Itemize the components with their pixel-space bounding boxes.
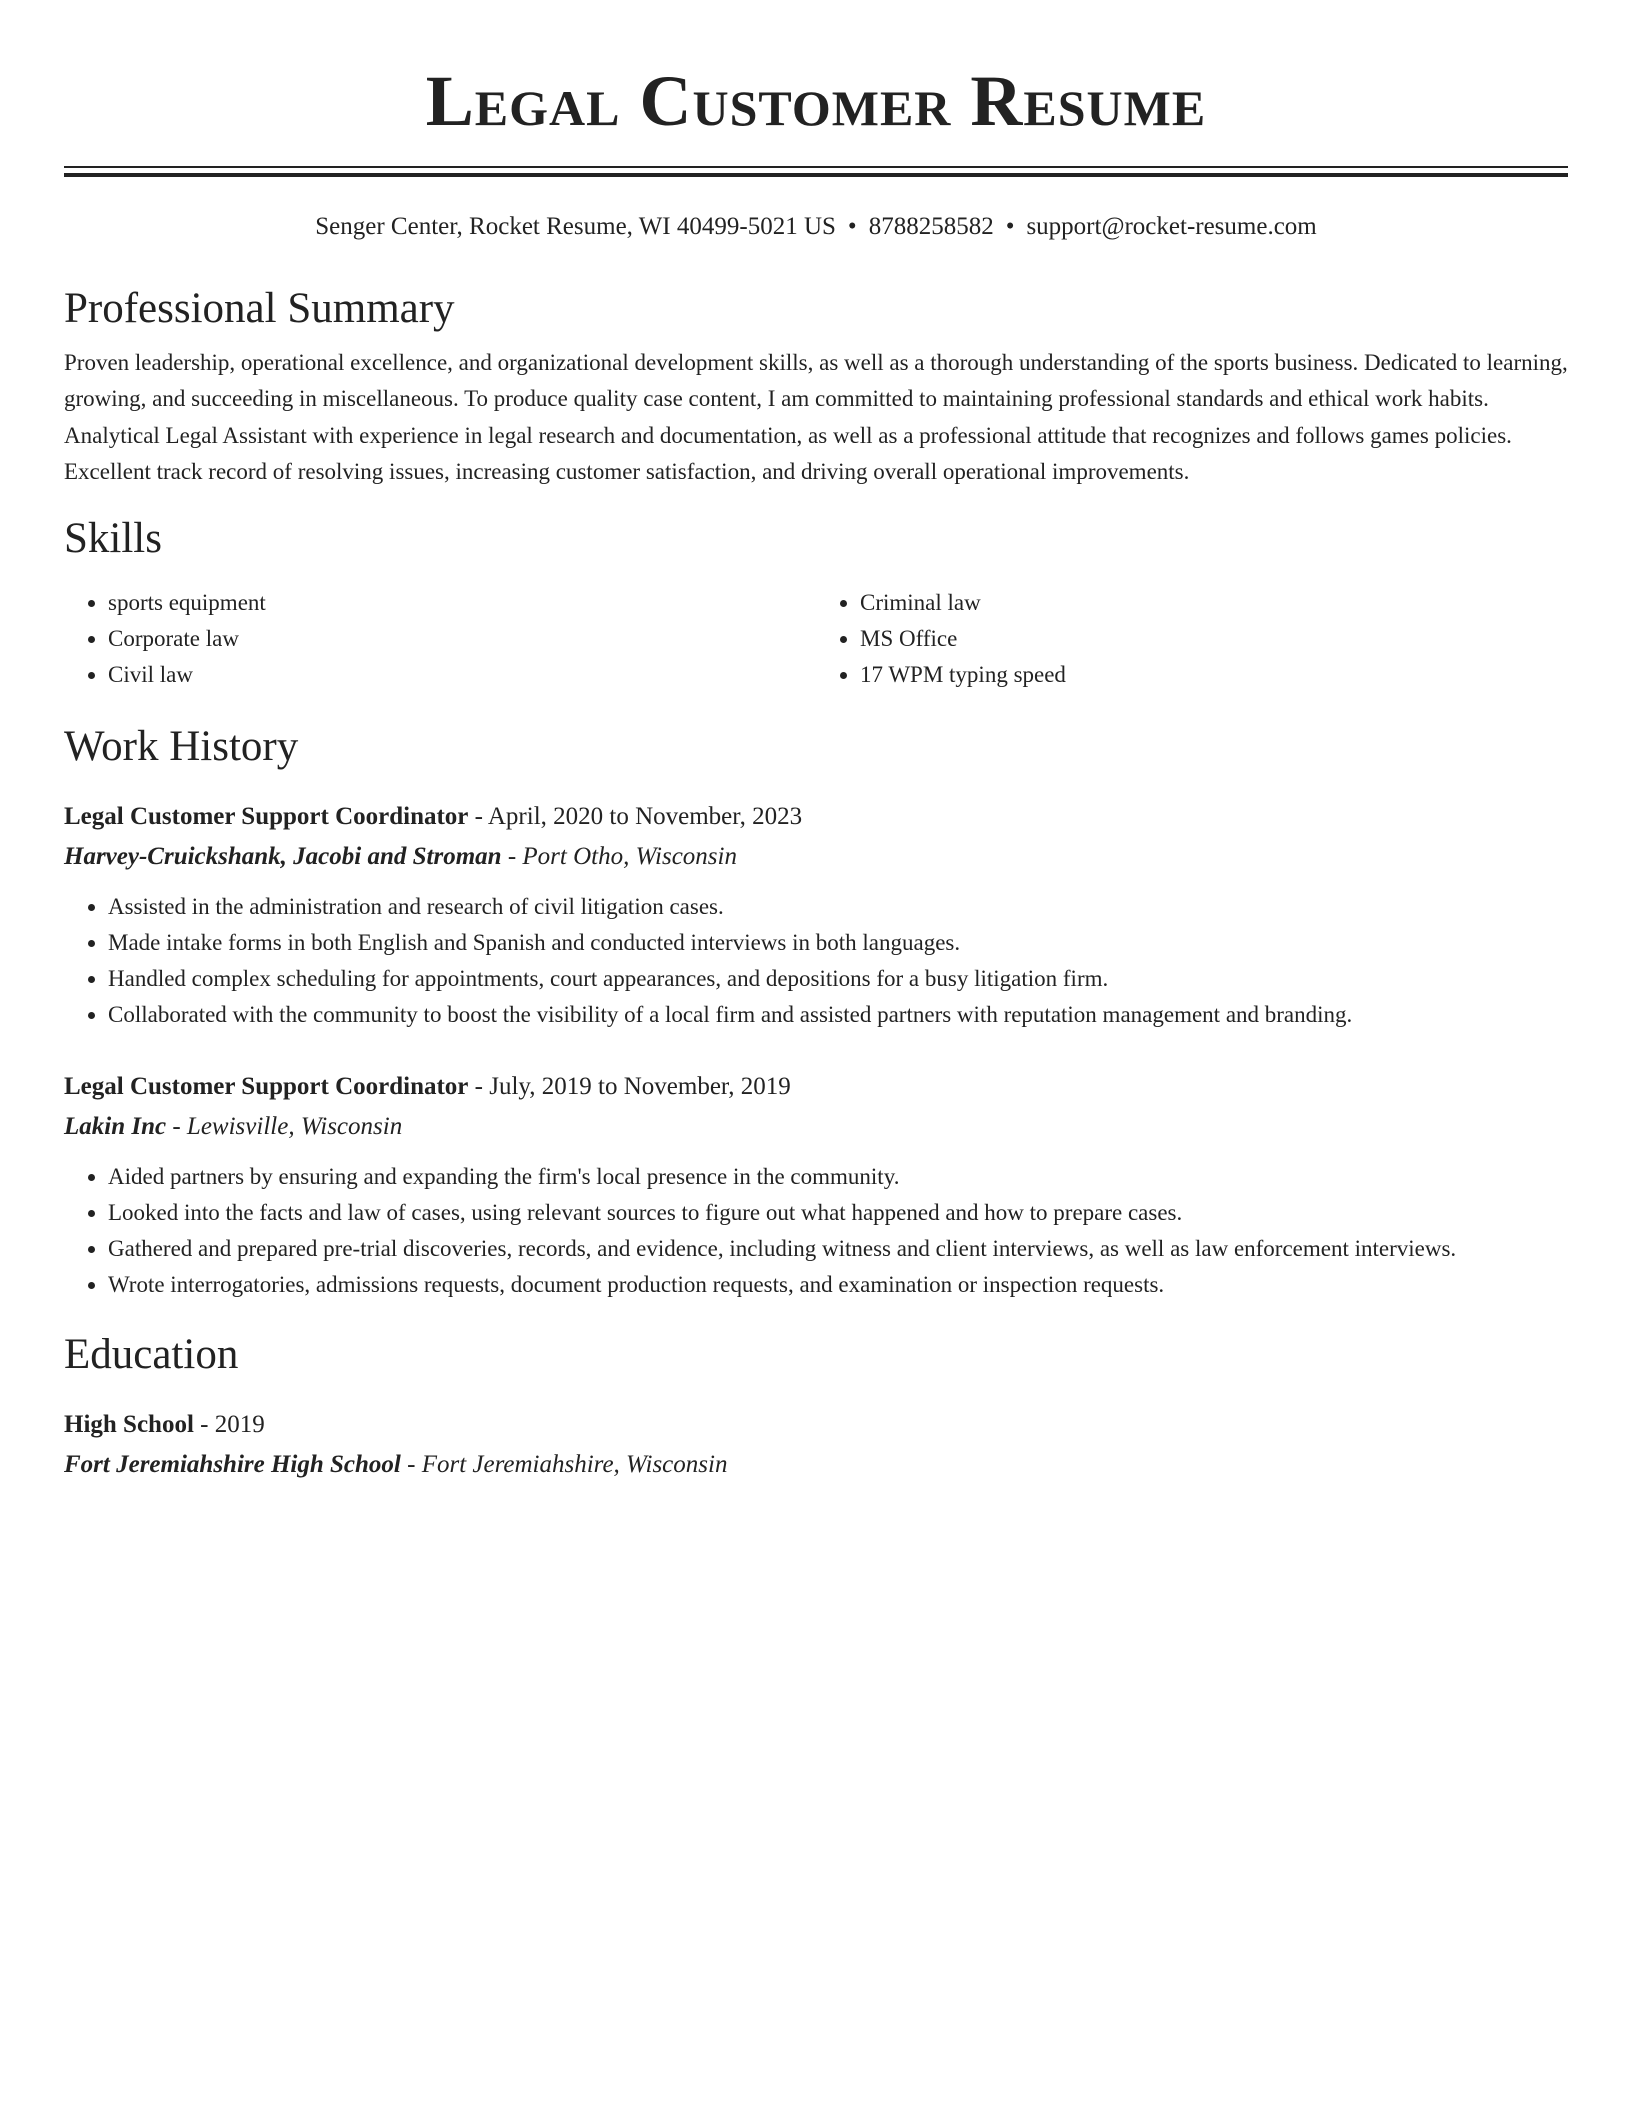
contact-line [64,211,1568,243]
job-company: Harvey-Cruickshank, Jacobi and Stroman [64,842,502,870]
job-title-line [64,1067,1568,1107]
job-duty: • Made intake forms in both English and Spanish and conducted interviews in both languages. [108,925,1568,961]
education-degree-line [64,1405,1568,1445]
contact-separator: • [1005,213,1015,240]
summary-text: Proven leadership, operational excellence, and organizational development skills, as well as a thorough understanding of the sports business. Dedicated to learning, growing, and succeeding in miscellaneous. To produce quality case content, I am committed to maintaining professional standards and ethical work habits. Analytical Legal Assistant with experience in legal research and documentation, as well as a professional attitude that recognizes and follows games policies. Excellent track record of resolving issues, increasing customer satisfaction, and driving overall operational improvements. [64,350,1568,485]
education-heading: Education [64,1330,239,1378]
education-year: - 2019 [193,1410,265,1438]
job-duty: • Looked into the facts and law of cases, using relevant sources to figure out what happened and how to prepare cases. [108,1195,1568,1231]
skill-item: • Criminal law [860,585,1568,621]
job-duty: • Gathered and prepared pre-trial discoveries, records, and evidence, including witness and client interviews, as well as law enforcement interviews. [108,1231,1568,1267]
skills-list [64,585,1568,693]
job-title-line [64,797,1568,837]
job-location: - Lewisville, Wisconsin [166,1112,403,1140]
skill-item: • Civil law [108,657,816,693]
resume-title: Legal Customer Resume [425,61,1207,141]
contact-email: support@rocket-resume.com [1026,213,1317,240]
education-degree: High School [64,1410,194,1438]
contact-phone: 8788258582 [868,213,994,240]
skill-item: • sports equipment [108,585,816,621]
job-title: Legal Customer Support Coordinator [64,802,469,830]
job-title: Legal Customer Support Coordinator [64,1072,469,1100]
job-dates: - July, 2019 to November, 2019 [468,1072,791,1100]
job-duties-list [64,889,1568,1033]
job-entry [64,797,1568,1033]
job-duty: • Assisted in the administration and research of civil litigation cases. [108,889,1568,925]
job-duty: • Handled complex scheduling for appointments, court appearances, and depositions for a busy litigation firm. [108,961,1568,997]
summary-heading: Professional Summary [64,285,455,332]
skills-column-right [816,585,1568,693]
job-company: Lakin Inc [64,1112,167,1140]
education-school-line [64,1445,1568,1485]
job-duties-list [64,1159,1568,1303]
skill-item: • MS Office [860,621,1568,657]
title-divider [64,166,1568,177]
skill-item: • Corporate law [108,621,816,657]
contact-separator: • [847,213,857,240]
work-history-heading: Work History [64,722,299,770]
education-location: - Fort Jeremiahshire, Wisconsin [400,1450,728,1478]
skills-heading: Skills [64,514,162,562]
job-location: - Port Otho, Wisconsin [501,842,737,870]
job-entry [64,1067,1568,1303]
contact-address: Senger Center, Rocket Resume, WI 40499-5021 US [315,213,836,240]
job-duty: • Wrote interrogatories, admissions requests, document production requests, and examination or inspection requests. [108,1267,1568,1303]
education-school: Fort Jeremiahshire High School [64,1450,401,1478]
job-dates: - April, 2020 to November, 2023 [468,802,803,830]
skill-item: • 17 WPM typing speed [860,657,1568,693]
job-company-line [64,837,1568,877]
job-duty: • Aided partners by ensuring and expanding the firm's local presence in the community. [108,1159,1568,1195]
skills-column-left [64,585,816,693]
job-duty: • Collaborated with the community to boost the visibility of a local firm and assisted partners with reputation management and branding. [108,997,1568,1033]
job-company-line [64,1107,1568,1147]
